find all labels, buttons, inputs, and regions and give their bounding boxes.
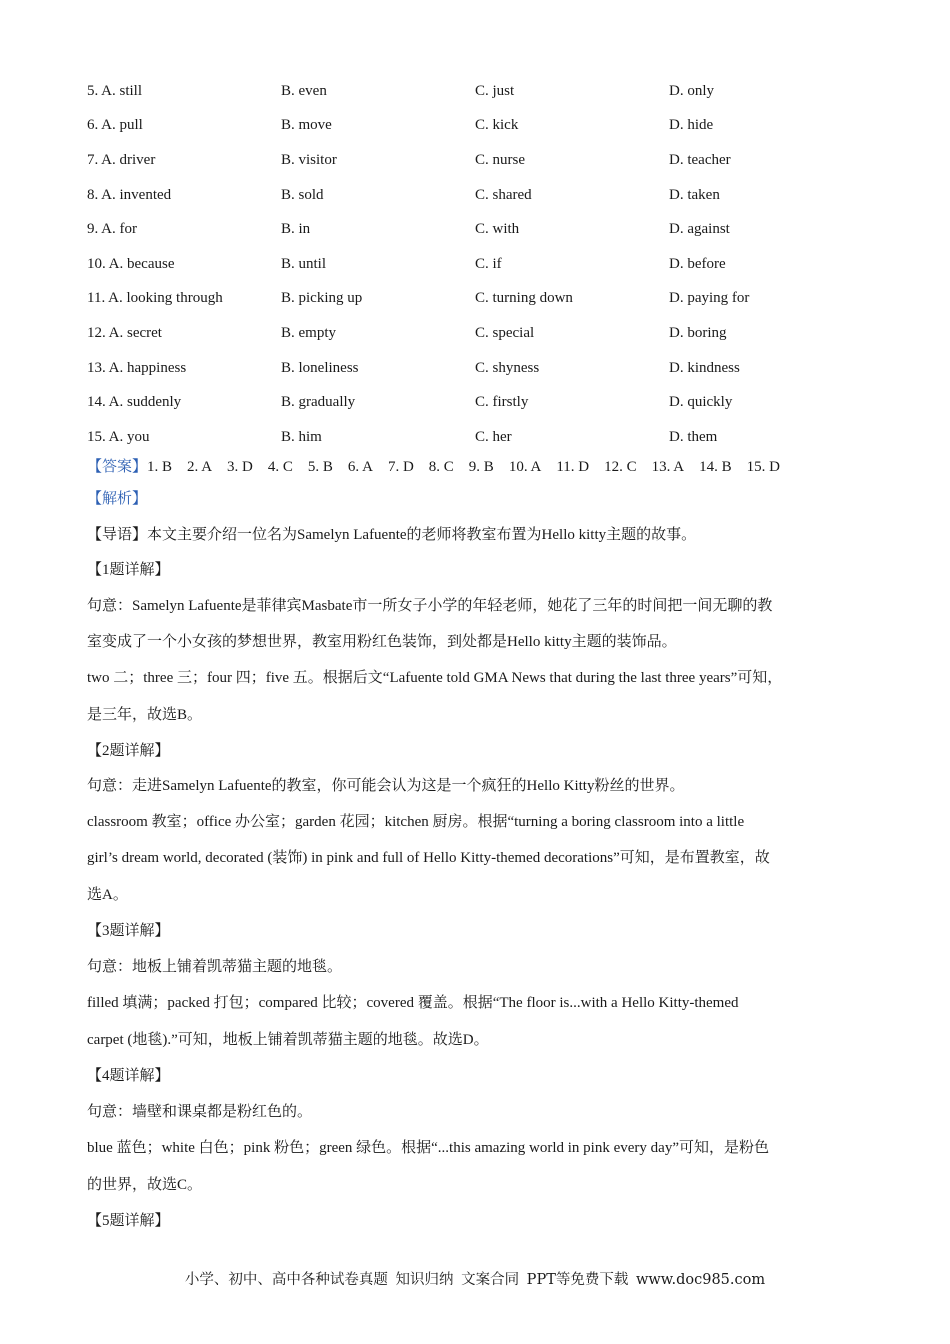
option-d: D. paying for [669, 290, 750, 307]
answer-item: 5. B [307, 459, 333, 475]
option-c: C. her [475, 428, 512, 445]
option-a: 14. A. suddenly [87, 394, 182, 411]
section-heading: 【2题详解】 [87, 742, 170, 759]
option-b: B. sold [281, 186, 324, 203]
section-line: 是三年，故选B。 [87, 706, 203, 723]
option-row [87, 420, 877, 455]
option-b: B. even [281, 82, 327, 99]
option-c: C. shared [475, 186, 532, 203]
answer-item: 13. A [651, 459, 685, 475]
option-row [87, 212, 877, 247]
option-b: B. until [281, 255, 327, 272]
option-row [87, 109, 877, 144]
answer-item: 12. C [604, 459, 637, 475]
options-table [87, 74, 877, 455]
answer-item: 14. B [699, 459, 732, 475]
option-c: C. just [475, 82, 515, 99]
section-line: two 二；three 三；four 四；five 五。根据后文“Lafuente told GMA News that during the last three years”可知， [87, 670, 783, 686]
answer-item: 8. C [428, 459, 454, 475]
option-d: D. kindness [669, 359, 740, 376]
option-b: B. visitor [281, 151, 337, 168]
option-b: B. in [281, 221, 311, 238]
option-a: 13. A. happiness [87, 359, 187, 376]
option-d: D. them [669, 428, 718, 445]
option-a: 6. A. pull [87, 117, 143, 134]
option-c: C. if [475, 255, 502, 272]
answer-item: 3. D [227, 459, 253, 475]
option-d: D. teacher [669, 151, 731, 168]
answer-item: 15. D [746, 459, 780, 475]
section-line: classroom 教室；office 办公室；garden 花园；kitchen 厨房。根据“turning a boring classroom into a little [87, 813, 745, 830]
answer-item: 10. A [508, 459, 542, 475]
option-b: B. empty [281, 324, 336, 341]
option-c: C. turning down [475, 290, 573, 307]
option-d: D. boring [669, 324, 727, 341]
section-heading: 【4题详解】 [87, 1068, 170, 1084]
answer-line [87, 452, 867, 482]
section-line: blue 蓝色；white 白色；pink 粉色；green 绿色。根据“...this amazing world in pink every day”可知，是粉色 [87, 1140, 769, 1156]
option-a: 8. A. invented [87, 186, 172, 203]
option-d: D. only [669, 82, 714, 99]
option-b: B. him [281, 428, 322, 445]
option-c: C. special [475, 324, 535, 341]
option-a: 15. A. you [87, 428, 150, 445]
option-a: 9. A. for [87, 221, 137, 238]
section-line: carpet (地毯).”可知，地板上铺着凯蒂猫主题的地毯。故选D。 [87, 1032, 489, 1048]
option-d: D. quickly [669, 394, 733, 411]
answer-item: 4. C [267, 459, 293, 475]
section-line: girl’s dream world, decorated (装饰) in pink and full of Hello Kitty-themed decorations”可知，是布置教室，故 [87, 850, 770, 866]
section-line: 的世界，故选C。 [87, 1177, 203, 1193]
section-heading: 【3题详解】 [87, 923, 170, 939]
option-a: 11. A. looking through [87, 290, 223, 307]
answer-item: 2. A [187, 459, 213, 475]
option-row [87, 385, 877, 420]
option-b: B. picking up [281, 290, 363, 307]
analysis-label: 【解析】 [87, 491, 148, 507]
option-a: 12. A. secret [87, 324, 162, 341]
section-line: 句意：墙壁和课桌都是粉红色的。 [87, 1103, 313, 1120]
section-line: 句意：Samelyn Lafuente是菲律宾Masbate市一所女子小学的年轻老师，她花了三年的时间把一间无聊的教 [87, 597, 773, 614]
option-c: C. kick [475, 117, 519, 134]
answer-label: 【答案】 [87, 459, 148, 475]
answer-item: 1. B [147, 459, 173, 475]
section-line: 室变成了一个小女孩的梦想世界，教室用粉红色装饰，到处都是Hello kitty主题的装饰品。 [87, 634, 677, 650]
option-a: 5. A. still [87, 82, 143, 99]
option-row [87, 143, 877, 178]
option-row [87, 316, 877, 351]
answer-item: 6. A [347, 459, 373, 475]
option-c: C. nurse [475, 151, 525, 168]
section-line: 选A。 [87, 887, 128, 903]
analysis-content [87, 452, 867, 1240]
option-c: C. shyness [475, 359, 540, 376]
option-c: C. with [475, 221, 520, 238]
answer-item: 7. D [387, 459, 414, 475]
option-row [87, 178, 877, 213]
option-d: D. hide [669, 117, 714, 134]
answer-item: 11. D [556, 459, 590, 475]
option-row [87, 282, 877, 317]
option-d: D. taken [669, 186, 720, 203]
answer-item: 9. B [468, 459, 494, 475]
section-line: 句意：走进Samelyn Lafuente的教室，你可能会认为这是一个疯狂的Hello Kitty粉丝的世界。 [87, 778, 685, 794]
intro-text: 【导语】本文主要介绍一位名为Samelyn Lafuente的老师将教室布置为Hello kitty主题的故事。 [87, 526, 697, 543]
option-a: 7. A. driver [87, 151, 156, 168]
option-b: B. loneliness [281, 359, 359, 376]
option-b: B. move [281, 117, 332, 134]
option-c: C. firstly [475, 394, 529, 411]
option-d: D. before [669, 255, 726, 272]
option-row [87, 351, 877, 386]
option-d: D. against [669, 221, 730, 238]
section-heading: 【5题详解】 [87, 1213, 170, 1229]
option-b: B. gradually [281, 394, 356, 411]
section-line: filled 填满；packed 打包；compared 比较；covered 覆盖。根据“The floor is...with a Hello Kitty-themed [87, 995, 739, 1011]
page-footer: 小学、初中、高中各种试卷真题 知识归纳 文案合同 PPT等免费下载 www.doc985.com [184, 1272, 766, 1288]
section-line: 句意：地板上铺着凯蒂猫主题的地毯。 [87, 958, 343, 975]
section-heading: 【1题详解】 [87, 562, 170, 578]
option-row [87, 74, 877, 109]
option-row [87, 247, 877, 282]
option-a: 10. A. because [87, 255, 175, 272]
